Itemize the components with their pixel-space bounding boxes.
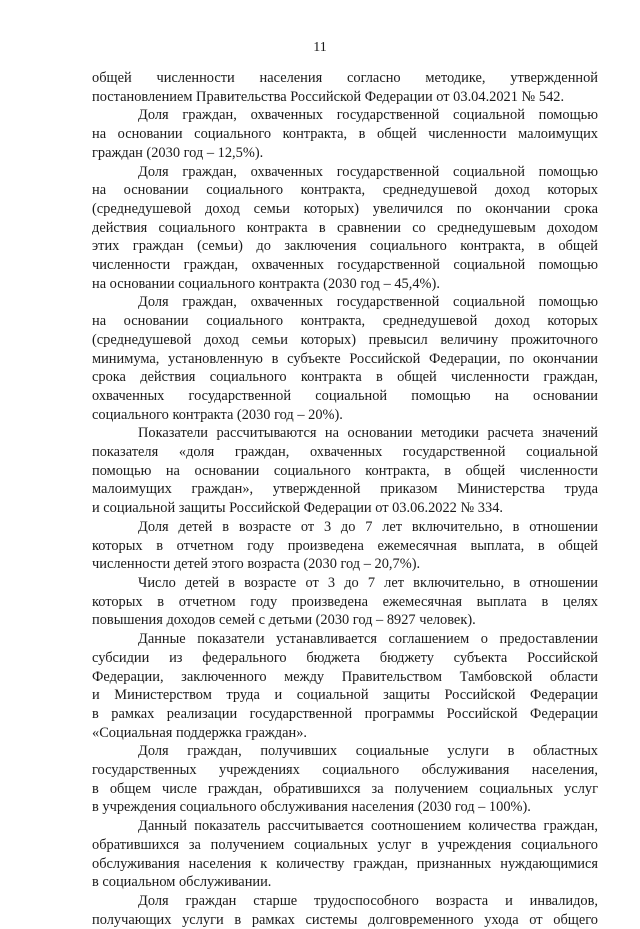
text-line: на основании социального контракта, среднедушевой доход которых [92,313,598,330]
text-line: повышения доходов семей с детьми (2030 год – 8927 человек). [92,612,476,629]
text-line: на основании социального контракта, в общей численности малоимущих [92,126,598,143]
text-line: Доля граждан, охваченных государственной социальной помощью [138,294,598,311]
text-line: Доля граждан старше трудоспособного возраста и инвалидов, [138,892,598,909]
text-line: действия социального контракта в сравнении со среднедушевым доходом [92,219,598,236]
body-text [92,69,598,929]
text-line: и Министерством труда и социальной защиты Российской Федерации [92,687,598,704]
text-line: которых в отчетном году произведена ежемесячная выплата, в общей [92,537,598,554]
text-line: минимума, установленную в субъекте Российской Федерации, по окончании [92,350,598,367]
text-line: Данный показатель рассчитывается соотношением количества граждан, [138,818,598,835]
text-line: Данные показатели устанавливается соглашением о предоставлении [138,631,598,648]
text-line: на основании социального контракта (2030 год – 45,4%). [92,275,440,292]
text-line: «Социальная поддержка граждан». [92,724,307,741]
text-line: показателя «доля граждан, охваченных государственной социальной [92,444,598,461]
text-line: Доля детей в возрасте от 3 до 7 лет включительно, в отношении [138,518,598,535]
text-line: обратившихся за получением социальных услуг в учреждения социального [92,836,598,853]
text-line: охваченных государственной социальной помощью на основании [92,387,598,404]
text-line: Доля граждан, охваченных государственной социальной помощью [138,163,598,180]
text-line: получающих услуги в рамках системы долговременного ухода от общего [92,911,598,928]
text-line: в рамках реализации государственной программы Российской Федерации [92,705,598,722]
text-line: численности детей этого возраста (2030 год – 20,7%). [92,556,421,573]
text-line: граждан (2030 год – 12,5%). [92,144,264,161]
text-line: малоимущих граждан», утвержденной приказом Министерства труда [92,481,598,498]
text-line: (среднедушевой доход семьи которых) превысил величину прожиточного [92,331,598,348]
text-line: Число детей в возрасте от 3 до 7 лет включительно, в отношении [138,574,598,591]
text-line: в социальном обслуживании. [92,874,272,891]
text-line: Доля граждан, получивших социальные услуги в областных [138,743,598,760]
text-line: и социальной защиты Российской Федерации от 03.06.2022 № 334. [92,500,503,517]
text-line: постановлением Правительства Российской Федерации от 03.04.2021 № 542. [92,88,565,105]
text-line: субсидии из федерального бюджета бюджету субъекта Российской [92,649,598,666]
text-line: численности граждан, охваченных государственной социальной помощью [92,257,598,274]
text-line: которых в отчетном году произведена ежемесячная выплата в целях [92,593,598,610]
text-line: государственных учреждениях социального обслуживания населения, [92,762,598,779]
text-line: срока действия социального контракта в общей численности граждан, [92,369,598,386]
page-number: 11 [313,40,327,55]
text-line: этих граждан (семьи) до заключения социального контракта, в общей [92,238,598,255]
text-line: Доля граждан, охваченных государственной социальной помощью [138,107,598,124]
text-line: в общем числе граждан, обратившихся за получением социальных услуг [92,780,598,797]
text-line: Федерации, заключенного между Правительством Тамбовской области [92,668,598,685]
text-line: (среднедушевой доход семьи которых) увеличился по окончании срока [92,200,598,217]
text-line: помощью на основании социального контракта, в общей численности [92,462,598,479]
text-line: в учреждения социального обслуживания населения (2030 год – 100%). [92,799,531,816]
text-line: на основании социального контракта, среднедушевой доход которых [92,182,598,199]
text-line: социального контракта (2030 год – 20%). [92,406,343,423]
text-line: общей численности населения согласно методике, утвержденной [92,70,598,86]
text-line: Показатели рассчитываются на основании методики расчета значений [138,425,598,442]
text-line: обслуживания населения к количеству граждан, признанных нуждающимися [92,855,598,872]
